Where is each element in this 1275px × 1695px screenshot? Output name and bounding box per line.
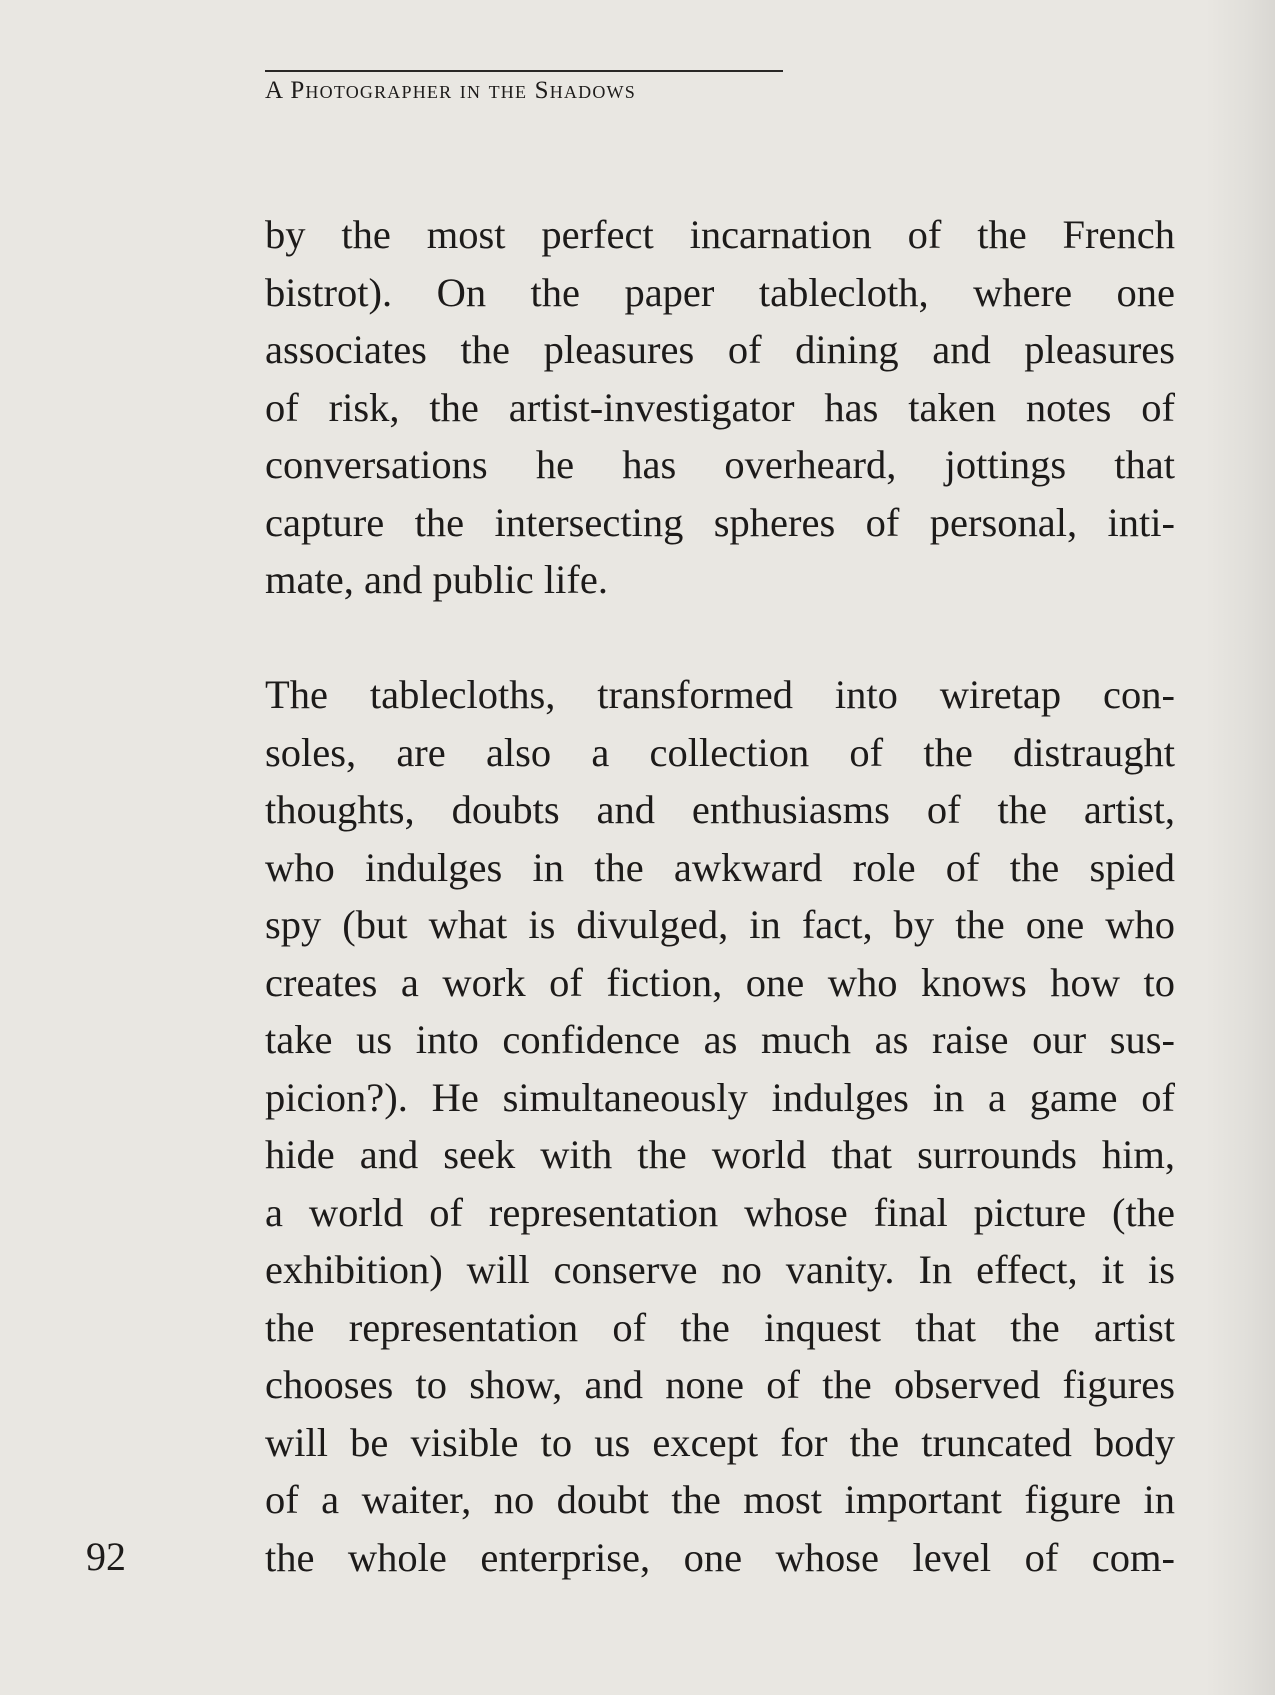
text-line: of risk, the artist-investigator has taken notes of	[265, 384, 1175, 430]
running-head: A Photographer in the Shadows	[265, 70, 783, 106]
paragraph-1	[265, 206, 1175, 609]
text-line: the representation of the inquest that the artist	[265, 1304, 1175, 1350]
text-line: mate, and public life.	[265, 557, 609, 602]
text-line: take us into confidence as much as raise our sus-	[265, 1017, 1175, 1062]
text-line: soles, are also a collection of the distraught	[265, 729, 1175, 775]
text-line: exhibition) will conserve no vanity. In effect, it is	[265, 1247, 1175, 1292]
text-line: creates a work of fiction, one who knows how to	[265, 959, 1175, 1005]
text-line: capture the intersecting spheres of personal, inti-	[265, 499, 1175, 545]
text-line: the whole enterprise, one whose level of com-	[265, 1534, 1175, 1580]
body-text	[265, 206, 1175, 1586]
text-line: chooses to show, and none of the observed figures	[265, 1362, 1175, 1407]
page-number: 92	[86, 1534, 126, 1579]
text-line: who indulges in the awkward role of the spied	[265, 844, 1175, 890]
text-line: of a waiter, no doubt the most important figure in	[265, 1477, 1175, 1522]
text-line: bistrot). On the paper tablecloth, where one	[265, 269, 1175, 315]
text-line: associates the pleasures of dining and pleasures	[265, 327, 1175, 372]
text-line: The tablecloths, transformed into wiretap con-	[265, 672, 1175, 717]
text-line: hide and seek with the world that surrounds him,	[265, 1132, 1175, 1177]
text-line: spy (but what is divulged, in fact, by the one who	[265, 902, 1175, 947]
paragraph-2	[265, 666, 1175, 1586]
text-line: by the most perfect incarnation of the French	[265, 212, 1175, 257]
text-line: conversations he has overheard, jottings that	[265, 442, 1175, 487]
text-line: picion?). He simultaneously indulges in a game of	[265, 1074, 1175, 1120]
text-line: thoughts, doubts and enthusiasms of the artist,	[265, 787, 1175, 832]
text-line: a world of representation whose final picture (the	[265, 1189, 1175, 1235]
text-line: will be visible to us except for the truncated body	[265, 1419, 1175, 1465]
page-edge-shading	[1205, 0, 1275, 1695]
